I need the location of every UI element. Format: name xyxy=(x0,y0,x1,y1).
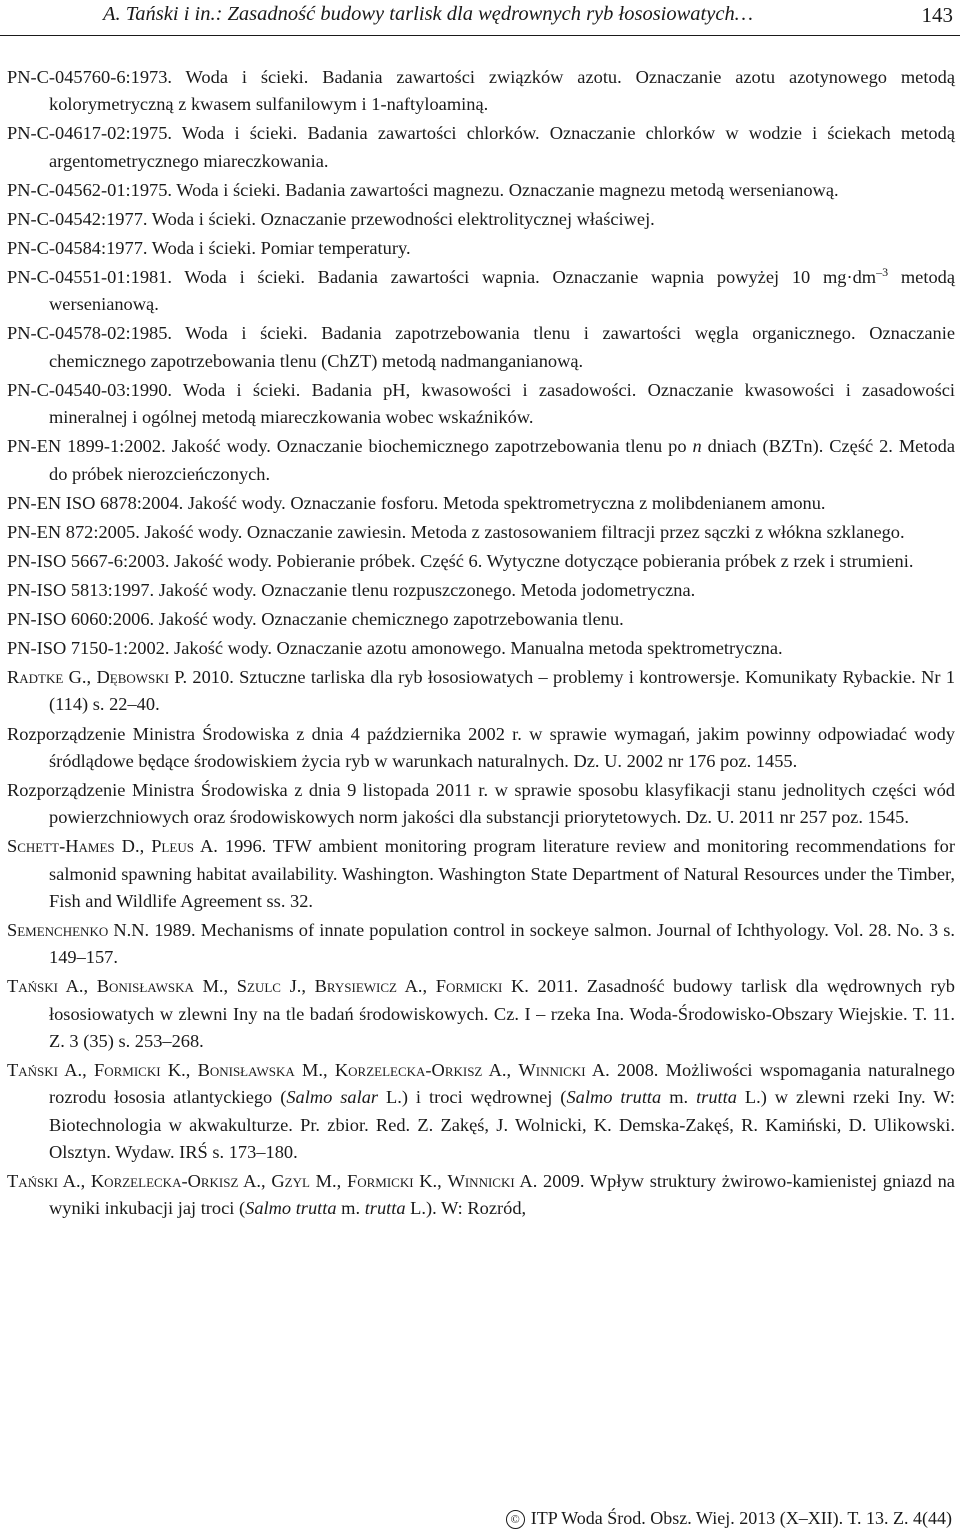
reference-item: PN-ISO 6060:2006. Jakość wody. Oznaczanie chemicznego zapotrzebowania tlenu. xyxy=(7,609,624,629)
species-name: trutta xyxy=(696,1087,737,1108)
reference-item: Tański A., Formicki K., Bonisławska M., Korzelecka-Orkisz A., Winnicki A. 2008. Możliwości wspomagania naturalnego rozrodu łososia atlantyckiego (Salmo salar L.) i troci wędrownej (Salmo trutta m. trutta L.) w zlewni rzeki Iny. W: Biotechnologia w akwakulturze. Pr. zbior. Red. Z. Zakęś, J. Wolnicki, K. Demska-Zakęś, R. Kamiński, D. Ulikowski. Olsztyn. Wydaw. IRŚ s. 173–180. xyxy=(7,1060,956,1163)
reference-item: PN-EN 1899-1:2002. Jakość wody. Oznaczanie biochemicznego zapotrzebowania tlenu po n dniach (BZTn). Część 2. Metoda do próbek nierozcieńczonych. xyxy=(7,436,956,484)
reference-item: PN-EN 872:2005. Jakość wody. Oznaczanie zawiesin. Metoda z zastosowaniem filtracji przez sączki z włókna szklanego. xyxy=(7,521,905,542)
author-name: Dębowski P. xyxy=(96,667,188,688)
footer-citation: ITP Woda Środ. Obsz. Wiej. 2013 (X–XII). T. 13. Z. 4(44) xyxy=(530,1508,952,1528)
species-name: Salmo salar xyxy=(286,1087,379,1108)
author-name: Tański A. xyxy=(7,1060,83,1081)
reference-item: PN-C-04578-02:1985. Woda i ścieki. Badania zapotrzebowania tlenu i zawartości węgla organicznego. Oznaczanie chemicznego zapotrzebowania tlenu (ChZT) metodą nadmanganianową. xyxy=(7,323,955,371)
reference-item: Semenchenko N.N. 1989. Mechanisms of innate population control in sockeye salmon. Journal of Ichthyology. Vol. 28. No. 3 s. 149–157. xyxy=(7,920,955,968)
page-number: 143 xyxy=(921,3,953,27)
reference-item: PN-C-04540-03:1990. Woda i ścieki. Badania pH, kwasowości i zasadowości. Oznaczanie kwasowości i zasadowości mineralnej i ogólnej metodą miareczkowania wobec wskaźników. xyxy=(7,379,955,428)
author-name: Formicki K. xyxy=(346,1171,438,1192)
reference-item: Tański A., Bonisławska M., Szulc J., Brysiewicz A., Formicki K. 2011. Zasadność budowy tarlisk dla wędrownych ryb łososiowatych w zlewni Iny na tle badań środowiskowych. Cz. I – rzeka Ina. Woda-Środowisko-Obszary Wiejskie. T. 11. Z. 3 (35) s. 253–268. xyxy=(7,976,956,1052)
species-name: Salmo trutta xyxy=(566,1087,662,1108)
author-name: Szulc J. xyxy=(236,976,302,997)
reference-item: PN-EN ISO 6878:2004. Jakość wody. Oznaczanie fosforu. Metoda spektrometryczna z molibdenianem amonu. xyxy=(7,492,826,513)
reference-item: Rozporządzenie Ministra Środowiska z dnia 4 października 2002 r. w sprawie wymagań, jakim powinny odpowiadać wody śródlądowe będące środowiskiem życia ryb w warunkach naturalnych. Dz. U. 2002 nr 176 poz. 1455. xyxy=(7,723,955,771)
reference-item: PN-ISO 7150-1:2002. Jakość wody. Oznaczanie azotu amonowego. Manualna metoda spektrometryczna. xyxy=(7,638,783,659)
reference-item: Rozporządzenie Ministra Środowiska z dnia 9 listopada 2011 r. w sprawie sposobu klasyfikacji stanu jednolitych części wód powierzchniowych oraz środowiskowych norm jakości dla substancji priorytetowych. Dz. U. 2011 nr 257 poz. 1545. xyxy=(7,779,955,828)
author-name: Radtke G. xyxy=(7,667,87,688)
reference-item: PN-C-045760-6:1973. Woda i ścieki. Badania zawartości związków azotu. Oznaczanie azotu azotynowego metodą kolorymetryczną z kwasem sulfanilowym i 1-naftyloaminą. xyxy=(7,67,955,115)
author-name: Pleus A. xyxy=(151,836,218,857)
author-name: Korzelecka-Orkisz A. xyxy=(334,1060,507,1081)
reference-item: PN-C-04584:1977. Woda i ścieki. Pomiar temperatury. xyxy=(7,237,411,258)
reference-item: PN-C-04551-01:1981. Woda i ścieki. Badania zawartości wapnia. Oznaczanie wapnia powyżej 10 $mg\cdot dm^{-3}$ metodą wersenianową. xyxy=(7,265,955,315)
reference-item: Schett-Hames D., Pleus A. 1996. TFW ambient monitoring program literature review and monitoring recommendations for salmonid spawning habitat availability. Washington. Washington State Department of Natural Resources under the Timber, Fish and Wildlife Agreement ss. 32. xyxy=(7,836,955,911)
author-name: Bonisławska M. xyxy=(96,976,224,997)
species-name: Salmo trutta xyxy=(245,1198,337,1219)
reference-item: Radtke G., Dębowski P. 2010. Sztuczne tarliska dla ryb łososiowatych – problemy i kontrowersje. Komunikaty Rybackie. Nr 1 (114) s. 22–40. xyxy=(7,667,956,715)
author-name: Korzelecka-Orkisz A. xyxy=(90,1171,262,1192)
reference-list xyxy=(7,64,955,1225)
author-name: Bonisławska M. xyxy=(197,1060,323,1081)
running-title: A. Tański i in.: Zasadność budowy tarlisk dla wędrownych ryb łososiowatych… xyxy=(103,3,753,25)
author-name: Winnicki A. xyxy=(518,1060,610,1081)
author-name: Schett-Hames D. xyxy=(7,836,140,857)
reference-item: PN-ISO 5813:1997. Jakość wody. Oznaczanie tlenu rozpuszczonego. Metoda jodometryczna. xyxy=(7,579,696,600)
author-name: Formicki K. xyxy=(435,976,529,997)
author-name: Gzyl M. xyxy=(271,1171,337,1192)
reference-item: PN-C-04617-02:1975. Woda i ścieki. Badania zawartości chlorków. Oznaczanie chlorków w wodzie i ściekach metodą argentometrycznego miareczkowania. xyxy=(7,123,955,171)
reference-item: PN-C-04542:1977. Woda i ścieki. Oznaczanie przewodności elektrolitycznej właściwej. xyxy=(7,208,655,229)
reference-item: PN-ISO 5667-6:2003. Jakość wody. Pobieranie próbek. Część 6. Wytyczne dotyczące pobierania próbek z rzek i strumieni. xyxy=(7,550,914,571)
author-name: Tański A. xyxy=(7,1171,81,1192)
author-name: Semenchenko N.N. xyxy=(7,920,150,941)
superscript: –3 xyxy=(876,265,889,280)
reference-item: PN-C-04562-01:1975. Woda i ścieki. Badania zawartości magnezu. Oznaczanie magnezu metodą wersenianową. xyxy=(7,179,839,200)
author-name: Brysiewicz A. xyxy=(314,976,423,997)
copyright-icon: © xyxy=(506,1510,525,1529)
author-name: Formicki K. xyxy=(93,1060,186,1081)
page-footer xyxy=(506,1508,952,1529)
header-rule xyxy=(0,35,960,36)
running-header xyxy=(0,0,960,40)
species-name: trutta xyxy=(364,1198,406,1219)
reference-item: Tański A., Korzelecka-Orkisz A., Gzyl M., Formicki K., Winnicki A. 2009. Wpływ struktury żwirowo-kamienistej gniazd na wyniki inkubacji jaj troci (Salmo trutta m. trutta L.). W: Rozród, xyxy=(7,1171,955,1219)
author-name: Winnicki A. xyxy=(447,1171,538,1192)
author-name: Tański A. xyxy=(7,976,84,997)
